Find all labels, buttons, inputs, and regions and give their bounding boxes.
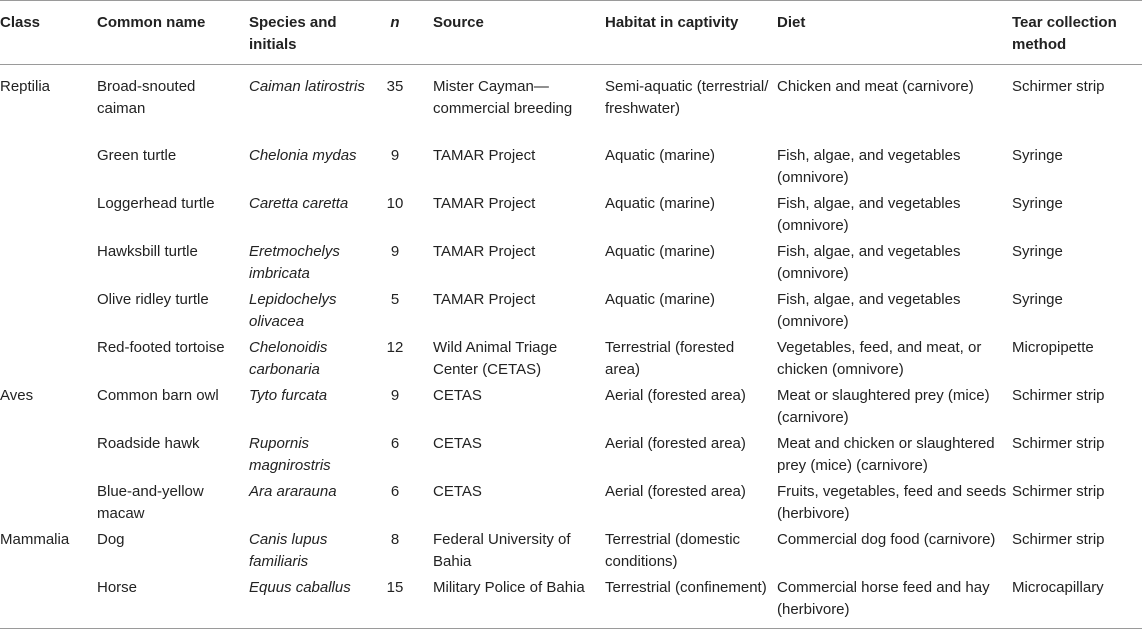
cell-method: Syringe	[1012, 195, 1063, 212]
cell-habitat: Aerial (forested area)	[605, 387, 746, 404]
cell-species: Equus caballus	[249, 579, 351, 596]
header-method: Tear collection method	[1012, 14, 1117, 53]
cell-n: 10	[386, 195, 404, 212]
cell-n: 6	[390, 483, 400, 500]
header-rule	[0, 64, 1142, 65]
cell-species: Canis lupus familiaris	[249, 531, 328, 570]
cell-common-name: Hawksbill turtle	[97, 243, 198, 260]
cell-source: TAMAR Project	[433, 243, 536, 260]
cell-diet: Commercial dog food (carnivore)	[777, 531, 996, 548]
header-class: Class	[0, 14, 41, 31]
cell-diet: Fruits, vegetables, feed and seeds (herbivore)	[777, 483, 1007, 522]
cell-diet: Chicken and meat (carnivore)	[777, 78, 974, 95]
header-source: Source	[433, 14, 484, 31]
cell-source: TAMAR Project	[433, 291, 536, 308]
cell-method: Micropipette	[1012, 339, 1094, 356]
cell-habitat: Aquatic (marine)	[605, 195, 716, 212]
cell-diet: Fish, algae, and vegetables (omnivore)	[777, 195, 961, 234]
cell-n: 12	[386, 339, 404, 356]
cell-source: CETAS	[433, 435, 482, 452]
cell-common-name: Broad-snouted caiman	[97, 78, 196, 117]
cell-common-name: Red-footed tortoise	[97, 339, 225, 356]
cell-habitat: Terrestrial (domestic conditions)	[605, 531, 741, 570]
cell-diet: Vegetables, feed, and meat, or chicken (omnivore)	[777, 339, 982, 378]
cell-class: Aves	[0, 387, 34, 404]
cell-method: Schirmer strip	[1012, 78, 1105, 95]
cell-method: Microcapillary	[1012, 579, 1104, 596]
cell-method: Schirmer strip	[1012, 483, 1105, 500]
header-n: n	[390, 14, 400, 31]
cell-method: Schirmer strip	[1012, 531, 1105, 548]
cell-common-name: Olive ridley turtle	[97, 291, 209, 308]
cell-diet: Fish, algae, and vegetables (omnivore)	[777, 147, 961, 186]
cell-common-name: Dog	[97, 531, 125, 548]
header-species: Species and initials	[249, 14, 337, 53]
cell-habitat: Aquatic (marine)	[605, 243, 716, 260]
cell-habitat: Terrestrial (forested area)	[605, 339, 735, 378]
cell-method: Syringe	[1012, 147, 1063, 164]
cell-habitat: Aquatic (marine)	[605, 291, 716, 308]
cell-n: 9	[390, 147, 400, 164]
cell-species: Tyto furcata	[249, 387, 328, 404]
cell-source: CETAS	[433, 483, 482, 500]
cell-n: 8	[390, 531, 400, 548]
cell-common-name: Loggerhead turtle	[97, 195, 215, 212]
cell-species: Lepidochelys olivacea	[249, 291, 337, 330]
cell-source: Mister Cayman—commercial breeding	[433, 78, 573, 117]
cell-common-name: Common barn owl	[97, 387, 219, 404]
cell-habitat: Aerial (forested area)	[605, 483, 746, 500]
header-habitat: Habitat in captivity	[605, 14, 739, 31]
cell-species: Caretta caretta	[249, 195, 349, 212]
cell-species: Chelonia mydas	[249, 147, 357, 164]
header-common-name: Common name	[97, 14, 206, 31]
cell-n: 35	[386, 78, 404, 95]
bottom-rule	[0, 628, 1142, 629]
cell-diet: Fish, algae, and vegetables (omnivore)	[777, 291, 961, 330]
cell-common-name: Roadside hawk	[97, 435, 200, 452]
cell-n: 6	[390, 435, 400, 452]
cell-source: Military Police of Bahia	[433, 579, 585, 596]
cell-n: 9	[390, 387, 400, 404]
cell-habitat: Aquatic (marine)	[605, 147, 716, 164]
cell-class: Mammalia	[0, 531, 70, 548]
cell-diet: Meat or slaughtered prey (mice) (carnivore)	[777, 387, 990, 426]
cell-source: Federal University of Bahia	[433, 531, 571, 570]
cell-common-name: Blue-and-yellow macaw	[97, 483, 204, 522]
cell-common-name: Horse	[97, 579, 138, 596]
cell-species: Eretmochelys imbricata	[249, 243, 340, 282]
cell-class: Reptilia	[0, 78, 51, 95]
cell-diet: Meat and chicken or slaughtered prey (mice) (carnivore)	[777, 435, 995, 474]
cell-species: Ara ararauna	[249, 483, 337, 500]
cell-species: Chelonoidis carbonaria	[249, 339, 328, 378]
cell-n: 15	[386, 579, 404, 596]
top-rule	[0, 0, 1142, 1]
cell-method: Syringe	[1012, 291, 1063, 308]
cell-common-name: Green turtle	[97, 147, 177, 164]
cell-source: Wild Animal Triage Center (CETAS)	[433, 339, 558, 378]
cell-method: Syringe	[1012, 243, 1063, 260]
cell-source: CETAS	[433, 387, 482, 404]
cell-habitat: Aerial (forested area)	[605, 435, 746, 452]
cell-habitat: Semi-aquatic (terrestrial/ freshwater)	[605, 78, 769, 117]
cell-diet: Commercial horse feed and hay (herbivore)	[777, 579, 990, 618]
cell-habitat: Terrestrial (confinement)	[605, 579, 767, 596]
cell-species: Rupornis magnirostris	[249, 435, 331, 474]
cell-source: TAMAR Project	[433, 195, 536, 212]
cell-species: Caiman latirostris	[249, 78, 365, 95]
cell-method: Schirmer strip	[1012, 435, 1105, 452]
cell-n: 9	[390, 243, 400, 260]
cell-n: 5	[390, 291, 400, 308]
header-diet: Diet	[777, 14, 806, 31]
cell-method: Schirmer strip	[1012, 387, 1105, 404]
cell-diet: Fish, algae, and vegetables (omnivore)	[777, 243, 961, 282]
cell-source: TAMAR Project	[433, 147, 536, 164]
